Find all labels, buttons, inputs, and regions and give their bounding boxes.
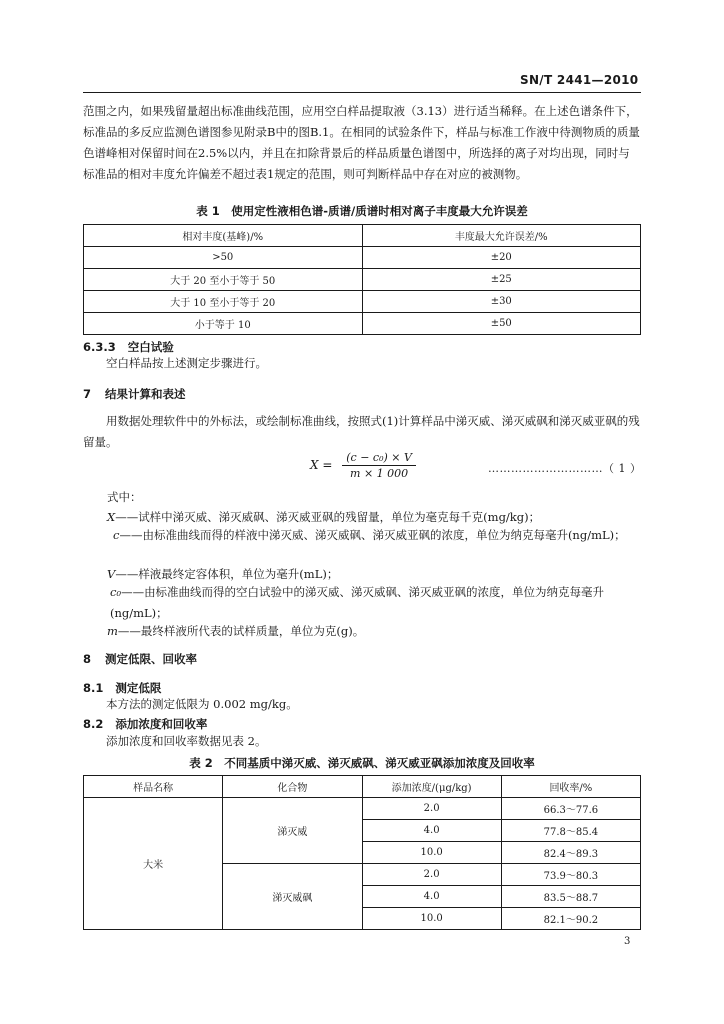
page-number: 3 (624, 936, 631, 947)
definition-item (107, 621, 641, 642)
table2-caption: 表 2 不同基质中涕灭威、涕灭威砜、涕灭威亚砜添加浓度及回收率 (189, 756, 535, 770)
table2-header-row (84, 776, 641, 798)
table-cell: 82.4～89.3 (501, 842, 640, 864)
section-title: 结果计算和表述 (105, 387, 186, 401)
definition-symbol: c (113, 528, 120, 542)
section-7-heading (83, 386, 186, 402)
table1-caption: 表 1 使用定性液相色谱-质谱/质谱时相对离子丰度最大允许误差 (196, 204, 528, 218)
formula-lhs: X = (310, 458, 333, 472)
table-cell: 4.0 (362, 886, 501, 908)
definition-text: ——样液最终定容体积，单位为毫升(mL)； (115, 567, 339, 581)
section-8-1-text (83, 694, 641, 715)
paragraph: 添加浓度和回收率数据见表 2。 (106, 734, 267, 748)
section-8-2-text (83, 731, 641, 752)
table-row (84, 313, 641, 335)
table2-header-cell: 添加浓度/(μg/kg) (362, 776, 501, 798)
compound-cell: 涕灭威 (223, 798, 362, 864)
table-cell: ±20 (362, 247, 641, 269)
section-title: 测定低限、回收率 (105, 652, 198, 666)
table1-header-row (84, 225, 641, 247)
section-title: 添加浓度和回收率 (115, 717, 208, 731)
standard-number: SN/T 2441—2010 (520, 73, 639, 87)
table2 (83, 775, 641, 930)
table2-header-cell: 样品名称 (84, 776, 223, 798)
table-cell: 4.0 (362, 820, 501, 842)
table-cell: 2.0 (362, 798, 501, 820)
table-cell: 大于 10 至小于等于 20 (84, 291, 363, 313)
section-8-2-heading (83, 716, 207, 732)
intro-text: 范围之内，如果残留量超出标准曲线范围，应用空白样品提取液（3.13）进行适当稀释。在上述色谱条件下，标准品的多反应监测色谱图参见附录B中的图B.1。在相同的试验条件下，样品与标准工作液中待测物质的质量色谱峰相对保留时间在2.5%以内，并且在扣除背景后的样品质量色谱图中，所选择的离子对均出现，同时与标准品的相对丰度允许偏差不超过表1规定的范围，则可判断样品中存在对应的被测物。 (83, 104, 640, 181)
table-row (84, 798, 641, 820)
table-cell: 83.5～88.7 (501, 886, 640, 908)
section-title: 测定低限 (115, 681, 162, 695)
table-cell: >50 (84, 247, 363, 269)
table-cell: ±25 (362, 269, 641, 291)
table-cell: 小于等于 10 (84, 313, 363, 335)
table-cell: 2.0 (362, 864, 501, 886)
sample-name-cell: 大米 (84, 798, 223, 930)
definition-symbol: X (107, 510, 116, 524)
table2-header-cell: 回收率/% (501, 776, 640, 798)
table-cell: 10.0 (362, 908, 501, 930)
compound-cell: 涕灭威砜 (223, 864, 362, 930)
header-rule (83, 92, 641, 93)
section-7-text (83, 411, 641, 453)
section-number: 8.2 (83, 717, 104, 731)
section-6-3-3-text (83, 353, 641, 374)
definition-symbol: V (107, 567, 116, 581)
table1 (83, 224, 641, 335)
section-number: 8.1 (83, 681, 104, 695)
equation-number: …………………………（ 1 ） (488, 462, 642, 475)
definition-text: ——由标准曲线而得的空白试验中的涕灭威、涕灭威砜、涕灭威亚砜的浓度，单位为纳克每毫升(ng/mL)； (110, 585, 605, 620)
definition-item (113, 525, 641, 546)
table-cell: 大于 20 至小于等于 50 (84, 269, 363, 291)
table-cell: ±30 (362, 291, 641, 313)
paragraph: 空白样品按上述测定步骤进行。 (106, 356, 267, 370)
table1-header-cell: 丰度最大允许误差/% (362, 225, 641, 247)
intro-paragraph (83, 101, 641, 185)
definition-text: ——最终样液所代表的试样质量，单位为克(g)。 (117, 624, 365, 638)
table-cell: ±50 (362, 313, 641, 335)
table2-header-cell: 化合物 (223, 776, 362, 798)
definition-text: ——由标准曲线而得的样液中涕灭威、涕灭威砜、涕灭威亚砜的浓度，单位为纳克每毫升(ng/mL)； (119, 528, 626, 542)
section-number: 6.3.3 (83, 340, 116, 354)
section-title: 空白试验 (127, 340, 174, 354)
section-number: 7 (83, 387, 92, 401)
section-number: 8 (83, 652, 92, 666)
definition-text: ——试样中涕灭威、涕灭威砜、涕灭威亚砜的残留量，单位为毫克每千克(mg/kg)； (115, 510, 541, 524)
table-row (84, 247, 641, 269)
section-8-heading (83, 651, 197, 667)
definition-symbol: m (107, 624, 118, 638)
formula-denominator: m × 1 000 (350, 467, 409, 480)
table-cell: 82.1～90.2 (501, 908, 640, 930)
formula-fraction (342, 451, 416, 480)
definition-item (110, 582, 641, 624)
table-cell: 66.3～77.6 (501, 798, 640, 820)
definition-symbol: c₀ (110, 585, 122, 599)
formula (310, 451, 416, 480)
where-label: 式中： (107, 490, 142, 504)
table-row (84, 269, 641, 291)
paragraph: 本方法的测定低限为 0.002 mg/kg。 (106, 697, 298, 711)
table1-header-cell: 相对丰度(基峰)/% (84, 225, 363, 247)
table-cell: 73.9～80.3 (501, 864, 640, 886)
formula-numerator: (c − c₀) × V (342, 451, 416, 466)
table-cell: 10.0 (362, 842, 501, 864)
table-row (84, 291, 641, 313)
paragraph: 用数据处理软件中的外标法，或绘制标准曲线，按照式(1)计算样品中涕灭威、涕灭威砜和涕灭威亚砜的残留量。 (83, 414, 640, 449)
table-cell: 77.8～85.4 (501, 820, 640, 842)
